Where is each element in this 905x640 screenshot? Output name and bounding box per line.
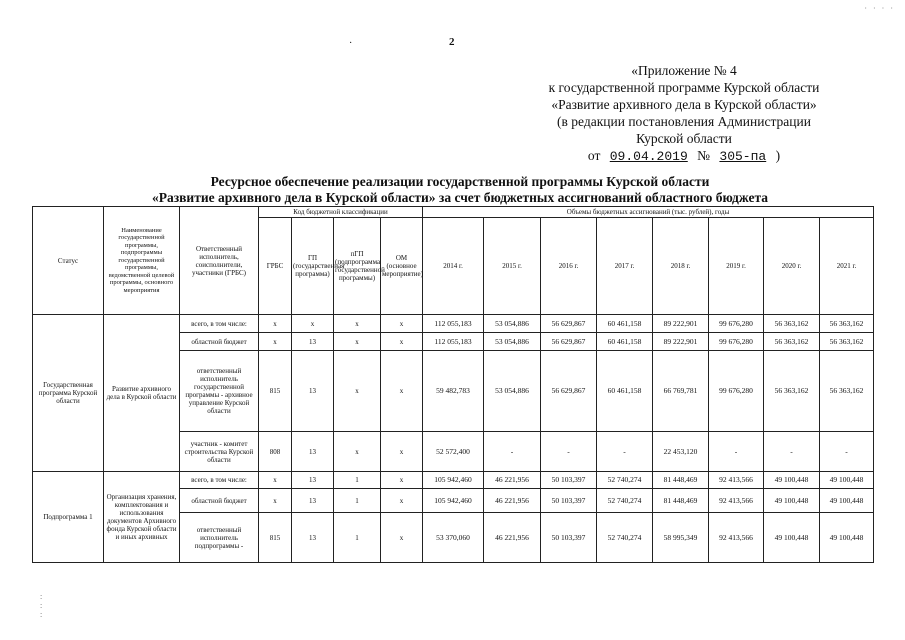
header-year: 2018 г. [653, 218, 709, 315]
row-value: 49 100,448 [820, 489, 874, 513]
header-year: 2021 г. [820, 218, 874, 315]
header-year: 2020 г. [764, 218, 820, 315]
row-value: 56 363,162 [820, 333, 874, 351]
row-value: 49 100,448 [764, 513, 820, 563]
row-gp: 13 [292, 351, 334, 432]
row-value: 52 740,274 [597, 513, 653, 563]
row-pgp: х [334, 315, 381, 333]
row-grbs: 815 [259, 513, 292, 563]
row-pgp: 1 [334, 489, 381, 513]
table-row [33, 315, 874, 333]
page-number: 2 [449, 36, 455, 48]
row-value: 99 676,280 [709, 351, 764, 432]
row-pgp: х [334, 351, 381, 432]
row-gp: 13 [292, 333, 334, 351]
header-status: Статус [33, 207, 104, 315]
row-value: 60 461,158 [597, 315, 653, 333]
row-value: 112 055,183 [423, 333, 484, 351]
row-value: 50 103,397 [541, 489, 597, 513]
row-gp: х [292, 315, 334, 333]
row-grbs: х [259, 489, 292, 513]
row-responsible: всего, в том числе: [180, 315, 259, 333]
row-value: 58 995,349 [653, 513, 709, 563]
appendix-line5: Курской области [636, 131, 732, 146]
row-pgp: х [334, 432, 381, 472]
margin-marks: : : : [40, 592, 43, 619]
row-value: 46 221,956 [484, 513, 541, 563]
row-value: 53 370,060 [423, 513, 484, 563]
row-pgp: х [334, 333, 381, 351]
row-om: х [381, 472, 423, 489]
row-value: - [709, 432, 764, 472]
row-pgp: 1 [334, 472, 381, 489]
appendix-line4: (в редакции постановления Администрации [557, 114, 811, 129]
header-year: 2014 г. [423, 218, 484, 315]
row-value: 49 100,448 [820, 472, 874, 489]
header-name: Наименование государственной программы, подпрограммы государственной программы, ведомственной целевой программы, основного мероприятия [104, 207, 180, 315]
close-paren: ) [775, 148, 781, 163]
row-value: 53 054,886 [484, 333, 541, 351]
row-value: 56 363,162 [764, 333, 820, 351]
row-value: 52 572,400 [423, 432, 484, 472]
row-value: 50 103,397 [541, 513, 597, 563]
row-value: - [597, 432, 653, 472]
row-value: 53 054,886 [484, 351, 541, 432]
header-year: 2017 г. [597, 218, 653, 315]
row-responsible: областной бюджет [180, 333, 259, 351]
header-gp: ГП (государственная программа) [292, 218, 334, 315]
row-value: 56 363,162 [764, 351, 820, 432]
block-name: Развитие архивного дела в Курской области [104, 315, 180, 472]
row-om: х [381, 315, 423, 333]
row-value: 56 629,867 [541, 351, 597, 432]
from-label: от [587, 148, 601, 163]
row-value: 56 363,162 [820, 315, 874, 333]
row-om: х [381, 432, 423, 472]
header-grbs: ГРБС [259, 218, 292, 315]
row-grbs: х [259, 333, 292, 351]
row-value: 46 221,956 [484, 472, 541, 489]
row-value: 99 676,280 [709, 315, 764, 333]
header-code-group: Код бюджетной классификации [259, 207, 423, 218]
row-value: 56 363,162 [764, 315, 820, 333]
header-year: 2015 г. [484, 218, 541, 315]
row-responsible: областной бюджет [180, 489, 259, 513]
row-om: х [381, 351, 423, 432]
header-om: ОМ (основное мероприятие) [381, 218, 423, 315]
header-volumes-group: Объемы бюджетных ассигнований (тыс. рублей), годы [423, 207, 874, 218]
scan-speck: · [349, 38, 353, 49]
row-value: 56 629,867 [541, 333, 597, 351]
header-year: 2019 г. [709, 218, 764, 315]
row-value: 92 413,566 [709, 489, 764, 513]
row-value: - [541, 432, 597, 472]
row-value: - [820, 432, 874, 472]
row-value: 60 461,158 [597, 333, 653, 351]
row-gp: 13 [292, 472, 334, 489]
row-value: 60 461,158 [597, 351, 653, 432]
row-value: 56 363,162 [820, 351, 874, 432]
appendix-line3: «Развитие архивного дела в Курской области» [551, 97, 817, 112]
number-label: № [697, 148, 711, 163]
title-line1: Ресурсное обеспечение реализации государственной программы Курской области [210, 174, 710, 189]
row-om: х [381, 513, 423, 563]
title-line2: «Развитие архивного дела в Курской области» за счет бюджетных ассигнований областного бюджета [151, 190, 769, 205]
row-om: х [381, 333, 423, 351]
row-value: 22 453,120 [653, 432, 709, 472]
appendix-line2: к государственной программе Курской области [548, 80, 820, 95]
header-responsible: Ответственный исполнитель, соисполнители, участники (ГРБС) [180, 207, 259, 315]
row-value: 105 942,460 [423, 489, 484, 513]
row-grbs: х [259, 472, 292, 489]
budget-table [32, 206, 874, 563]
row-value: 89 222,901 [653, 315, 709, 333]
row-grbs: 815 [259, 351, 292, 432]
block-status: Государственная программа Курской области [33, 315, 104, 472]
appendix-header [538, 62, 830, 165]
table-row [33, 472, 874, 489]
header-row-1 [33, 207, 874, 218]
row-value: - [764, 432, 820, 472]
header-year: 2016 г. [541, 218, 597, 315]
row-value: 46 221,956 [484, 489, 541, 513]
row-value: 99 676,280 [709, 333, 764, 351]
row-value: 66 769,781 [653, 351, 709, 432]
row-responsible: всего, в том числе: [180, 472, 259, 489]
row-value: 59 482,783 [423, 351, 484, 432]
resolution-number: 305-па [719, 149, 767, 164]
row-value: 53 054,886 [484, 315, 541, 333]
block-status: Подпрограмма 1 [33, 472, 104, 563]
document-title [100, 174, 820, 206]
row-gp: 13 [292, 513, 334, 563]
row-value: 105 942,460 [423, 472, 484, 489]
row-value: 81 448,469 [653, 472, 709, 489]
appendix-date-line [538, 147, 830, 165]
row-value: 92 413,566 [709, 513, 764, 563]
row-grbs: х [259, 315, 292, 333]
row-value: 50 103,397 [541, 472, 597, 489]
row-value: 52 740,274 [597, 472, 653, 489]
edge-marks: · · · · [864, 4, 895, 13]
row-gp: 13 [292, 432, 334, 472]
row-value: 49 100,448 [764, 489, 820, 513]
row-value: 49 100,448 [820, 513, 874, 563]
block-name: Организация хранения, комплектования и использования документов Архивного фонда Курской области и иных архивных [104, 472, 180, 563]
row-gp: 13 [292, 489, 334, 513]
row-value: 92 413,566 [709, 472, 764, 489]
row-value: 52 740,274 [597, 489, 653, 513]
row-responsible: ответственный исполнитель подпрограммы - [180, 513, 259, 563]
row-value: - [484, 432, 541, 472]
appendix-line1: «Приложение № 4 [631, 63, 737, 78]
resolution-date: 09.04.2019 [609, 149, 688, 164]
row-value: 56 629,867 [541, 315, 597, 333]
row-value: 112 055,183 [423, 315, 484, 333]
row-responsible: участник - комитет строительства Курской области [180, 432, 259, 472]
row-om: х [381, 489, 423, 513]
row-value: 89 222,901 [653, 333, 709, 351]
header-pgp: пГП (подпрограмма государственной программы) [334, 218, 381, 315]
row-responsible: ответственный исполнитель государственной программы - архивное управление Курской области [180, 351, 259, 432]
row-value: 49 100,448 [764, 472, 820, 489]
row-value: 81 448,469 [653, 489, 709, 513]
row-grbs: 808 [259, 432, 292, 472]
row-pgp: 1 [334, 513, 381, 563]
